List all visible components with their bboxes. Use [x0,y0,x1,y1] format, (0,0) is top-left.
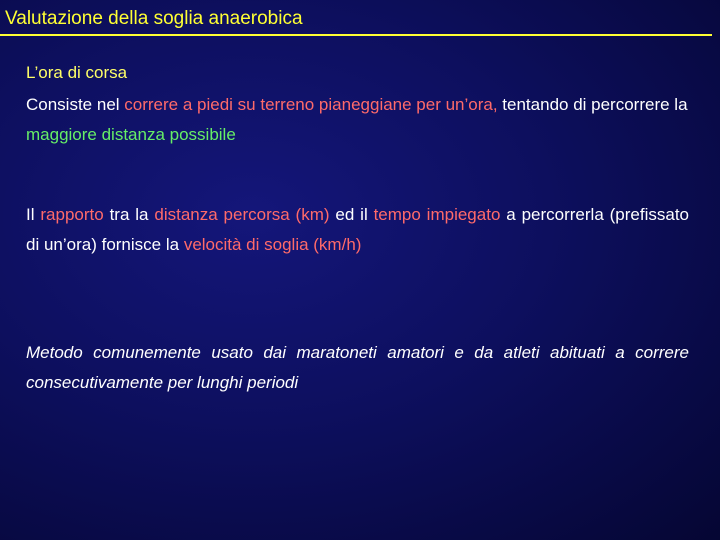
paragraph-text: Il [26,205,41,224]
highlight-max-distance: maggiore distanza possibile [26,125,236,144]
highlight-running: correre a piedi su terreno pianeggiane per un’ora, [124,95,498,114]
paragraph-text: ed il [329,205,374,224]
paragraph-text: tra la [103,205,155,224]
paragraph-text: a percorrerla (prefissato di un’ora) fornisce la [26,205,689,254]
slide-subtitle: L’ora di corsa [26,63,128,82]
title-underline [0,34,712,36]
highlight-ratio: rapporto [40,205,104,224]
paragraph-description [26,90,689,150]
slide-title: Valutazione della soglia anaerobica [5,8,303,29]
paragraph-text: tentando di percorrere la [497,95,688,114]
paragraph-method: Metodo comunemente usato dai maratoneti amatori e da atleti abituati a correre consecutivamente per lunghi periodi [26,343,689,392]
highlight-distance: distanza percorsa (km) [154,205,330,224]
paragraph-ratio [26,200,689,260]
highlight-threshold-speed: velocità di soglia (km/h) [183,235,362,254]
paragraph-text: Consiste nel [26,95,125,114]
highlight-time: tempo impiegato [373,205,501,224]
